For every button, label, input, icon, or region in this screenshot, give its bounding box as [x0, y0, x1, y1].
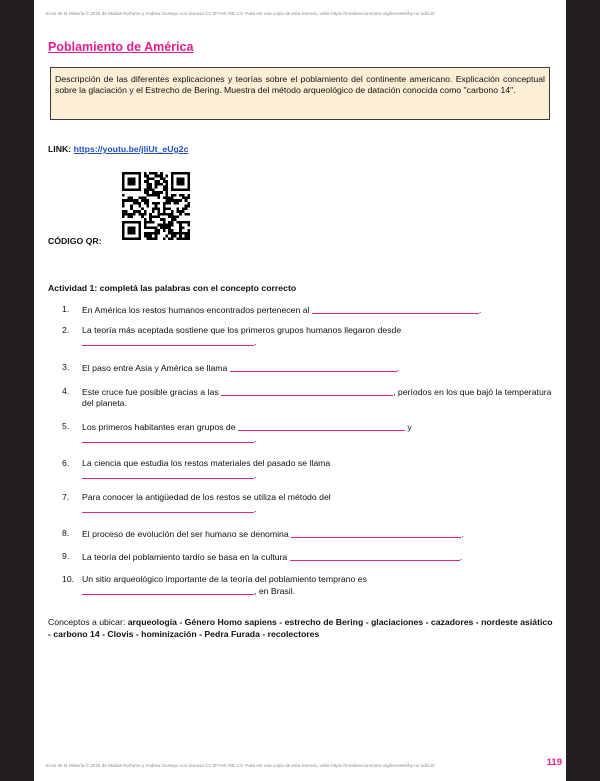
item-number: 8. [62, 528, 70, 538]
item-text: El proceso de evolución del ser humano se denomina [82, 529, 289, 539]
item-number: 2. [62, 325, 70, 335]
link-label: LINK: [48, 144, 72, 154]
item-text: La teoría del poblamiento tardío se basa en la cultura [82, 552, 288, 562]
item-text-end: . [396, 363, 400, 373]
item-text-end: . [461, 529, 464, 539]
item-number: 6. [62, 458, 70, 468]
concepts-label: Conceptos a ubicar: [48, 617, 126, 627]
qr-code [122, 172, 190, 240]
item-text-end: . [254, 337, 257, 347]
item-text-end: , períodos en los que bajó la temperatura del planeta. [82, 387, 552, 408]
item-text-mid: y [407, 422, 412, 432]
item-text-end: , en Brasil. [254, 586, 296, 596]
item-text: En América los restos humanos encontrados pertenecen al [82, 305, 310, 315]
link-row [48, 144, 188, 154]
item-number: 1. [62, 304, 70, 314]
answer-blank[interactable] [221, 386, 393, 396]
footer-credit: Ecos de la Historia © 2026 de Matías Perfumo y Andrea Ocampo con licencia CC BY-NC-ND 4.0. Para ver una copia de esta licencia, visite https://creativecommons.org/licenses/by-nc-nd/4.0/ [46, 763, 435, 768]
item-number: 9. [62, 551, 70, 561]
page-number: 119 [546, 757, 562, 768]
item-text: La teoría más aceptada sostiene que los primeros grupos humanos llegaron desde [82, 325, 402, 335]
item-text: La ciencia que estudia los restos materiales del pasado se llama [82, 458, 331, 468]
concepts-words: arqueología - Género Homo sapiens - estrecho de Bering - glaciaciones - cazadores - nordeste asiático - carbono 14 - Clovis - hominización - Pedra Furada - recolectores [48, 617, 553, 639]
item-text-end: . [459, 552, 463, 562]
item-text-end: . [254, 434, 257, 444]
item-number: 3. [62, 362, 70, 372]
item-text-end: . [254, 504, 257, 514]
qr-label: CÓDIGO QR: [48, 236, 102, 246]
item-text: Los primeros habitantes eran grupos de [82, 422, 236, 432]
item-number: 10. [62, 574, 75, 584]
item-text-end: . [478, 305, 482, 315]
description-box [50, 67, 550, 120]
item-number: 7. [62, 492, 70, 502]
answer-blank[interactable] [312, 304, 482, 315]
item-text: Un sitio arqueológico importante de la teoría del poblamiento temprano es [82, 574, 367, 584]
concepts-list [48, 617, 553, 640]
video-link[interactable]: https://youtu.be/jliUt_eUg2c [73, 144, 189, 154]
item-text: Este cruce fue posible gracias a las [82, 387, 219, 397]
answer-blank[interactable] [82, 503, 257, 514]
activity-title: Actividad 1: completá las palabras con el concepto correcto [48, 283, 297, 293]
answer-blank[interactable] [82, 336, 257, 347]
header-credit: Ecos de la Historia © 2026 de Matías Perfumo y Andrea Ocampo con licencia CC BY-NC-ND 4.0. Para ver una copia de esta licencia, visite https://creativecommons.org/licenses/by-nc-nd/4.0/ [46, 11, 435, 16]
item-text-end: . [254, 470, 257, 480]
answer-blank[interactable] [82, 469, 257, 480]
answer-blank[interactable] [82, 433, 257, 444]
item-text: Para conocer la antigüedad de los restos se utiliza el método del [82, 492, 331, 502]
item-number: 5. [62, 421, 70, 431]
description-text: Descripción de las diferentes explicaciones y teorías sobre el poblamiento del continente americano. Explicación conceptual sobre la glaciación y el Estrecho de Bering. Muestra del método arqueológico de datación conocida como "carbono 14". [55, 74, 545, 95]
item-number: 4. [62, 386, 70, 396]
answer-blank[interactable] [290, 551, 463, 562]
item-text: El paso entre Asia y América se llama [82, 363, 228, 373]
worksheet-page [34, 0, 566, 781]
answer-blank[interactable] [238, 421, 405, 431]
page-title: Poblamiento de América [48, 40, 194, 54]
answer-blank[interactable] [291, 528, 464, 539]
answer-blank[interactable] [82, 585, 254, 595]
answer-blank[interactable] [230, 362, 400, 373]
